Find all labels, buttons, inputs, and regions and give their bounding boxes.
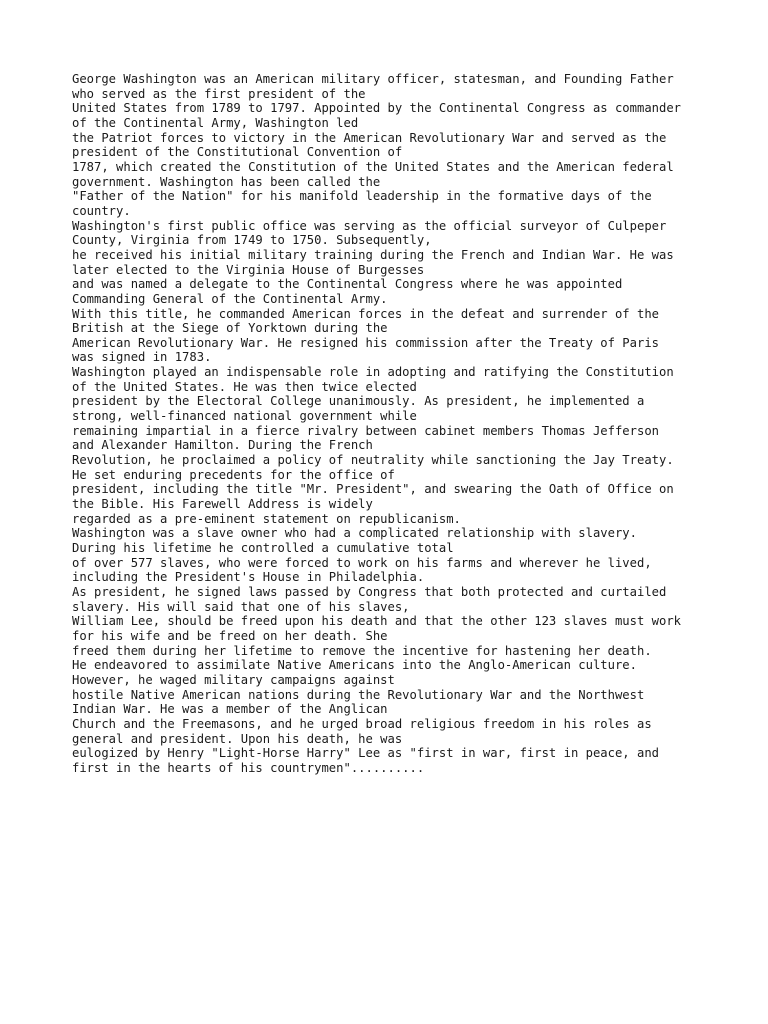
text-line: Washington was a slave owner who had a complicated relationship with slavery. bbox=[72, 526, 637, 541]
text-line: "Father of the Nation" for his manifold leadership in the formative days of the bbox=[72, 189, 652, 204]
text-line: He set enduring precedents for the office of bbox=[72, 467, 395, 482]
text-line: freed them during her lifetime to remove the incentive for hastening her death. bbox=[72, 643, 652, 658]
text-line: United States from 1789 to 1797. Appointed by the Continental Congress as commander bbox=[72, 101, 682, 116]
text-line: who served as the first president of the bbox=[72, 86, 366, 101]
text-line: president of the Constitutional Convention of bbox=[72, 145, 403, 160]
text-line: During his lifetime he controlled a cumulative total bbox=[72, 541, 454, 555]
text-line: 1787, which created the Constitution of the United States and the American federal bbox=[72, 159, 674, 174]
text-line: regarded as a pre-eminent statement on republicanism. bbox=[72, 511, 461, 526]
text-line: he received his initial military training during the French and Indian War. He was bbox=[72, 247, 674, 262]
text-line: County, Virginia from 1749 to 1750. Subsequently, bbox=[72, 233, 432, 248]
text-line: Revolution, he proclaimed a policy of neutrality while sanctioning the Jay Treaty. bbox=[72, 453, 674, 468]
text-line: the Bible. His Farewell Address is widely bbox=[72, 497, 373, 512]
text-line: of over 577 slaves, who were forced to work on his farms and wherever he lived, bbox=[72, 555, 652, 570]
text-line: He endeavored to assimilate Native Americans into the Anglo-American culture. bbox=[72, 658, 637, 673]
text-line: eulogized by Henry "Light-Horse Harry" Lee as "first in war, first in peace, and bbox=[72, 746, 659, 761]
text-line: strong, well-financed national government while bbox=[72, 409, 417, 424]
text-line: However, he waged military campaigns against bbox=[72, 672, 395, 687]
text-line: Commanding General of the Continental Army. bbox=[72, 291, 388, 306]
text-line: later elected to the Virginia House of Burgesses bbox=[72, 262, 425, 277]
text-line: for his wife and be freed on her death. She bbox=[72, 628, 388, 643]
text-line: With this title, he commanded American forces in the defeat and surrender of the bbox=[72, 306, 659, 321]
text-line: and was named a delegate to the Continental Congress where he was appointed bbox=[72, 277, 623, 292]
document-page bbox=[72, 72, 712, 776]
text-line: remaining impartial in a fierce rivalry between cabinet members Thomas Jefferson bbox=[72, 423, 659, 438]
text-line: Washington played an indispensable role in adopting and ratifying the Constitution bbox=[72, 365, 674, 380]
text-line: American Revolutionary War. He resigned his commission after the Treaty of Paris bbox=[72, 335, 659, 350]
text-line: was signed in 1783. bbox=[72, 350, 212, 365]
text-line: president by the Electoral College unanimously. As president, he implemented a bbox=[72, 394, 645, 409]
text-line: general and president. Upon his death, he was bbox=[72, 731, 403, 746]
text-line: including the President's House in Philadelphia. bbox=[72, 570, 425, 585]
text-line: first in the hearts of his countrymen".......... bbox=[72, 760, 425, 775]
text-line: of the Continental Army, Washington led bbox=[72, 115, 359, 130]
text-line: slavery. His will said that one of his slaves, bbox=[72, 599, 410, 614]
text-line: hostile Native American nations during the Revolutionary War and the Northwest bbox=[72, 687, 645, 702]
text-line: Church and the Freemasons, and he urged broad religious freedom in his roles as bbox=[72, 716, 652, 731]
text-line: the Patriot forces to victory in the American Revolutionary War and served as the bbox=[72, 130, 667, 145]
text-line: and Alexander Hamilton. During the French bbox=[72, 438, 373, 453]
text-line: British at the Siege of Yorktown during the bbox=[72, 321, 388, 336]
text-line: of the United States. He was then twice elected bbox=[72, 379, 417, 394]
text-line: Washington's first public office was serving as the official surveyor of Culpeper bbox=[72, 218, 667, 233]
text-line: William Lee, should be freed upon his death and that the other 123 slaves must work bbox=[72, 614, 682, 629]
text-line: As president, he signed laws passed by Congress that both protected and curtailed bbox=[72, 584, 667, 599]
document-body bbox=[72, 72, 712, 776]
text-line: George Washington was an American military officer, statesman, and Founding Father bbox=[72, 72, 674, 86]
text-line: president, including the title "Mr. President", and swearing the Oath of Office on bbox=[72, 482, 674, 497]
text-line: government. Washington has been called the bbox=[72, 174, 381, 189]
text-line: Indian War. He was a member of the Anglican bbox=[72, 702, 388, 717]
text-line: country. bbox=[72, 203, 131, 218]
